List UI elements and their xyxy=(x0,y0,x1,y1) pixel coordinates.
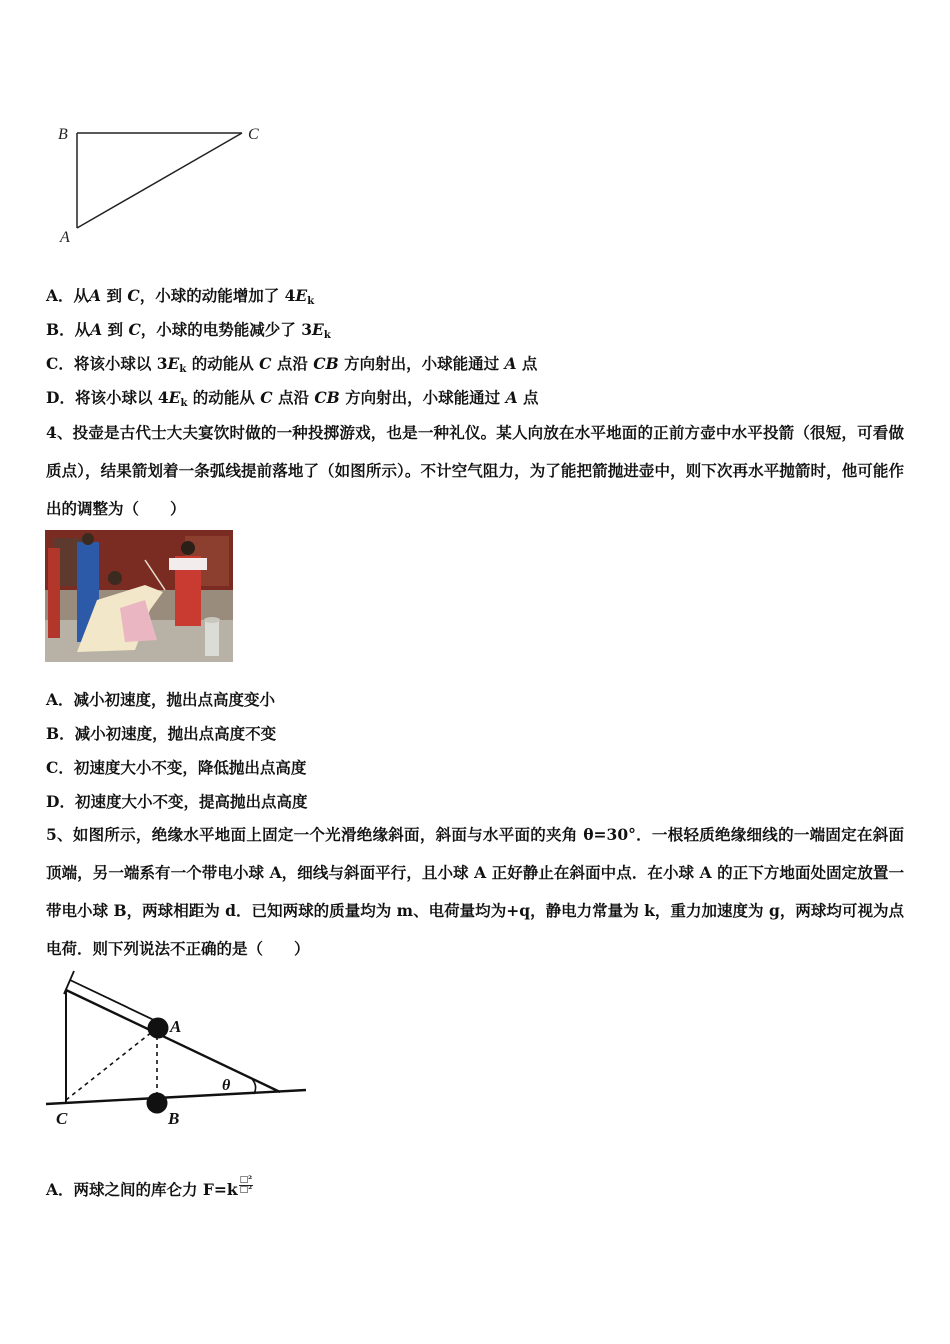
q5-option-a: A．两球之间的库仑力 F=k $\frac{\text{□²}}{\text{□²}}$ xyxy=(46,1174,253,1199)
incline-label-a: A xyxy=(170,1017,182,1036)
touhu-photo xyxy=(45,530,233,662)
triangle-label-b: B xyxy=(58,126,68,143)
q4-option-a: A．减小初速度，抛出点高度变小 xyxy=(46,690,276,709)
triangle-figure xyxy=(50,112,280,252)
q4-option-b: B．减小初速度，抛出点高度不变 xyxy=(46,724,277,743)
triangle-label-c: C xyxy=(248,126,259,143)
incline-label-b: B xyxy=(168,1109,180,1128)
q3-option-a: A．从A 到 C，小球的动能增加了 $4E_k$ xyxy=(46,286,315,307)
incline-label-c: C xyxy=(56,1109,68,1128)
q4-option-c: C．初速度大小不变，降低抛出点高度 xyxy=(46,758,307,777)
q4-option-d: D．初速度大小不变，提高抛出点高度 xyxy=(46,792,308,811)
q3-option-b: B．从A 到 C，小球的电势能减少了 $3E_k$ xyxy=(46,320,331,341)
q4-stem: 4、投壶是古代士大夫宴饮时做的一种投掷游戏，也是一种礼仪。某人向放在水平地面的正前方壶中水平投箭（很短，可看做质点），结果箭划着一条弧线提前落地了（如图所示）。不计空气阻力，为了能把箭抛进壶中，则下次再水平抛箭时，他可能作出的调整为（ ） xyxy=(46,423,904,518)
incline-label-theta: θ xyxy=(222,1077,231,1094)
triangle-label-a: A xyxy=(60,229,70,246)
incline-figure xyxy=(44,968,310,1132)
q5-stem: 5、如图所示，绝缘水平地面上固定一个光滑绝缘斜面，斜面与水平面的夹角 θ=30°．一根轻质绝缘细线的一端固定在斜面顶端，另一端系有一个带电小球 A，细线与斜面平行，且小球 A 正好静止在斜面中点．在小球 A 的正下方地面处固定放置一带电小球 B，两球相距为 d．已知两球的质量均为 m、电荷量均为+q，静电力常量为 k，重力加速度为 g，两球均可视为点电荷．则下列说法不正确的是（ ） xyxy=(46,825,904,958)
coulomb-fraction: $\frac{\text{□²}}{\text{□²}}$ xyxy=(239,1174,253,1195)
q3-option-c: C．将该小球以 $3E_k$ 的动能从 C 点沿 CB 方向射出，小球能通过 A 点 xyxy=(46,354,538,375)
q3-option-d: D．将该小球以 $4E_k$ 的动能从 C 点沿 CB 方向射出，小球能通过 A 点 xyxy=(46,388,539,409)
